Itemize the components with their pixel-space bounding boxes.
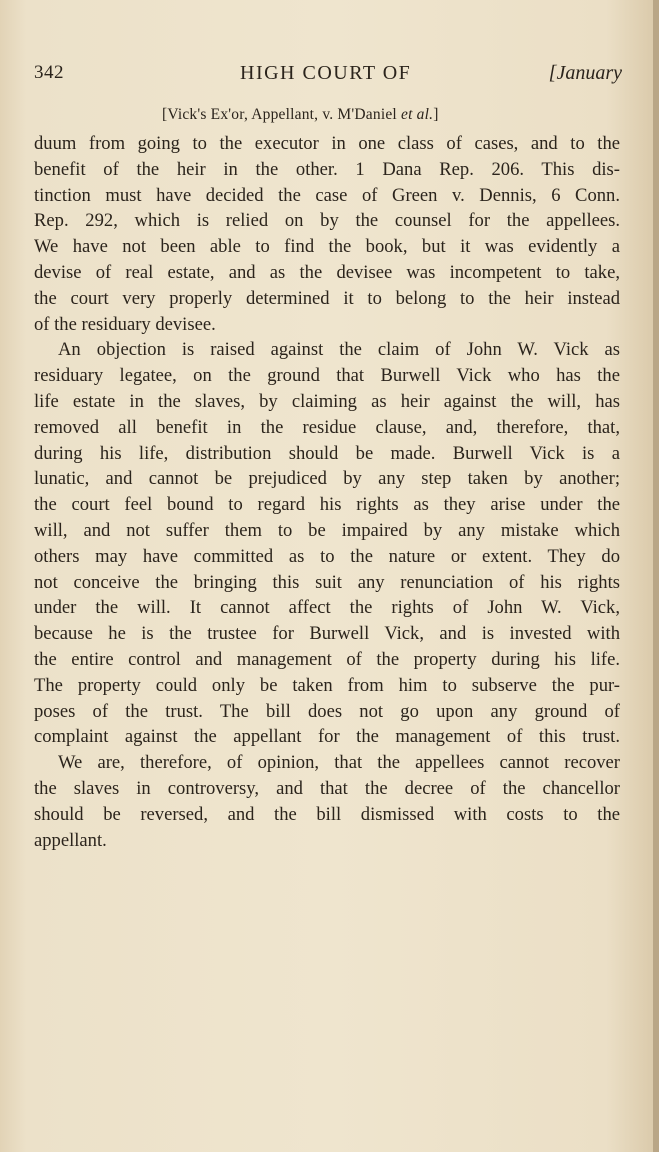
case-caption: [162, 106, 439, 124]
text-line: devise of real estate, and as the devisee was incompetent to take,: [34, 261, 620, 283]
text-line: should be reversed, and the bill dismissed with costs to the: [34, 803, 620, 825]
case-caption-text: [Vick's Ex'or, Appellant, v. M'Daniel: [162, 106, 401, 123]
text-line: tinction must have decided the case of Green v. Dennis, 6 Conn.: [34, 184, 620, 206]
case-caption-italic: et al.: [401, 106, 434, 123]
text-line: benefit of the heir in the other. 1 Dana Rep. 206. This dis-: [34, 158, 620, 180]
text-line: because he is the trustee for Burwell Vick, and is invested with: [34, 623, 620, 645]
text-line: the entire control and management of the property during his life.: [34, 648, 620, 670]
text-line: during his life, distribution should be made. Burwell Vick is a: [34, 442, 620, 464]
text-line: the slaves in controversy, and that the decree of the chancellor: [34, 777, 620, 799]
page-number: 342: [34, 62, 64, 83]
text-line: under the will. It cannot affect the rights of John W. Vick,: [34, 597, 620, 619]
text-line: We are, therefore, of opinion, that the appellees cannot recover: [58, 752, 620, 774]
paragraph: [34, 750, 620, 853]
opinion-text: [34, 131, 620, 853]
text-line: the court very properly determined it to belong to the heir instead: [34, 287, 620, 309]
text-line: Rep. 292, which is relied on by the counsel for the appellees.: [34, 210, 620, 232]
text-line: We have not been able to find the book, but it was evidently a: [34, 236, 620, 258]
text-line: will, and not suffer them to be impaired by any mistake which: [34, 519, 620, 541]
text-line: not conceive the bringing this suit any renunciation of his rights: [34, 571, 620, 593]
running-header: [34, 62, 622, 90]
text-line: residuary legatee, on the ground that Burwell Vick who has the: [34, 365, 620, 387]
text-line: poses of the trust. The bill does not go upon any ground of: [34, 700, 620, 722]
text-line: removed all benefit in the residue clause, and, therefore, that,: [34, 416, 620, 438]
text-line: the court feel bound to regard his rights as they arise under the: [34, 494, 620, 516]
text-line: An objection is raised against the claim of John W. Vick as: [58, 339, 620, 361]
text-line: others may have committed as to the nature or extent. They do: [34, 545, 620, 567]
text-line: of the residuary devisee.: [34, 313, 216, 335]
text-line: appellant.: [34, 829, 107, 851]
paragraph: [34, 131, 620, 337]
paragraph: [34, 337, 620, 750]
running-title: HIGH COURT OF: [240, 62, 412, 84]
text-line: complaint against the appellant for the management of this trust.: [34, 726, 620, 748]
case-caption-close: ]: [433, 106, 439, 123]
text-line: The property could only be taken from him to subserve the pur-: [34, 674, 620, 696]
running-date: [January: [548, 62, 622, 84]
text-line: duum from going to the executor in one class of cases, and to the: [34, 133, 620, 154]
page-edge: [653, 0, 659, 1152]
text-line: life estate in the slaves, by claiming as heir against the will, has: [34, 390, 620, 412]
text-line: lunatic, and cannot be prejudiced by any step taken by another;: [34, 468, 620, 490]
